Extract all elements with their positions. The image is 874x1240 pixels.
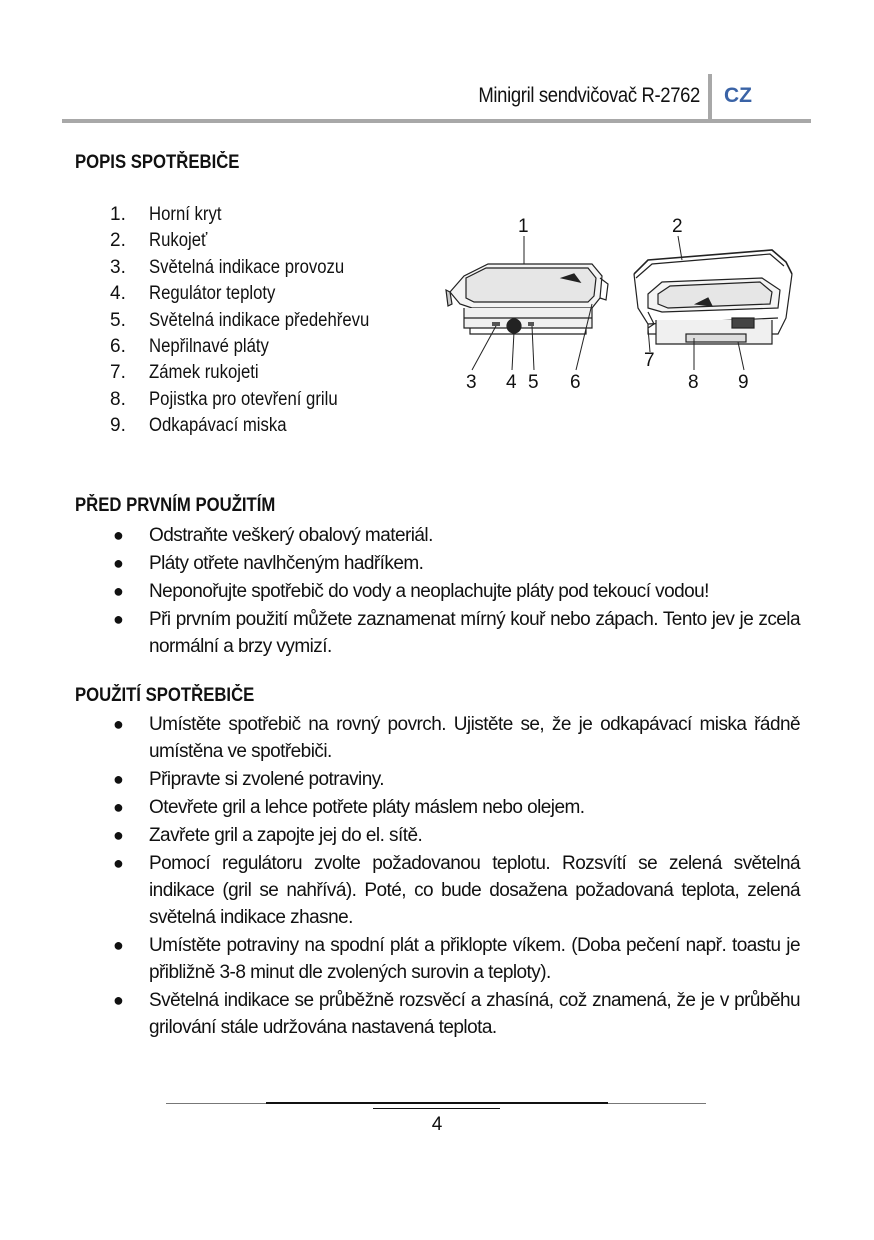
bullet-icon: ● — [113, 853, 124, 873]
part-item — [110, 283, 440, 309]
part-number: 5. — [110, 309, 126, 331]
part-number: 1. — [110, 204, 126, 225]
part-number: 4. — [110, 283, 126, 305]
bullet-icon: ● — [113, 825, 124, 845]
part-label: Odkapávací miska — [149, 415, 287, 437]
bullet-icon: ● — [113, 609, 124, 629]
callout-label-1: 1 — [518, 216, 529, 237]
list-item: ● Odstraňte veškerý obalový materiál. — [110, 522, 800, 549]
part-number: 3. — [110, 256, 126, 278]
callout-label-9: 9 — [738, 372, 749, 393]
bullet-icon: ● — [113, 714, 124, 734]
callout-label-4: 4 — [506, 372, 517, 393]
part-label: Světelná indikace provozu — [149, 256, 345, 278]
part-label: Zámek rukojeti — [149, 362, 259, 384]
part-label: Rukojeť — [149, 230, 208, 252]
section-heading-before-first-use: PŘED PRVNÍM POUŽITÍM — [75, 495, 276, 516]
document-title: Minigril sendvičovač R-2762 — [478, 84, 700, 107]
list-item: ● Neponořujte spotřebič do vody a neoplachujte pláty pod tekoucí vodou! — [110, 578, 800, 605]
list-item: ● Připravte si zvolené potraviny. — [110, 766, 800, 793]
bullet-icon: ● — [113, 990, 124, 1010]
bullet-icon: ● — [113, 797, 124, 817]
list-item: ● Zavřete gril a zapojte jej do el. sítě. — [110, 822, 800, 849]
callout-label-8: 8 — [688, 372, 699, 393]
language-code: CZ — [724, 84, 752, 107]
part-item — [110, 230, 440, 256]
callout-label-7: 7 — [644, 350, 655, 371]
part-number: 7. — [110, 362, 126, 384]
page-number: 4 — [431, 1114, 443, 1135]
part-label: Pojistka pro otevření grilu — [149, 388, 338, 410]
bullet-icon: ● — [113, 581, 124, 601]
list-item: ● Pláty otřete navlhčeným hadříkem. — [110, 550, 800, 577]
list-item: ● Při prvním použití můžete zaznamenat mírný kouř nebo zápach. Tento jev je zcela normální a brzy vymizí. — [110, 606, 800, 660]
part-number: 9. — [110, 415, 126, 437]
footer-rule-dark — [266, 1102, 608, 1104]
part-label: Regulátor teploty — [149, 283, 276, 305]
part-number: 6. — [110, 335, 126, 357]
parts-list — [110, 204, 440, 442]
header-rule — [62, 119, 811, 123]
part-item — [110, 336, 440, 362]
part-label: Světelná indikace předehřevu — [149, 309, 370, 331]
list-item: ● Otevřete gril a lehce potřete pláty máslem nebo olejem. — [110, 794, 800, 821]
part-item — [110, 415, 440, 441]
footer-rule-short — [373, 1108, 500, 1109]
callout-label-2: 2 — [672, 216, 683, 237]
part-item — [110, 310, 440, 336]
part-label: Nepřilnavé pláty — [149, 335, 269, 357]
header-separator — [708, 74, 712, 120]
list-item: ● Umístěte potraviny na spodní plát a přiklopte víkem. (Doba pečení např. toastu je přibližně 3-8 minut dle zvolených surovin a teploty). — [110, 932, 800, 986]
open-grill-drawing — [634, 250, 792, 344]
closed-grill-drawing — [446, 264, 608, 334]
part-label: Horní kryt — [149, 204, 222, 225]
callout-label-5: 5 — [528, 372, 539, 393]
callout-label-3: 3 — [466, 372, 477, 393]
bullet-icon: ● — [113, 769, 124, 789]
part-number: 8. — [110, 388, 126, 410]
part-item — [110, 204, 440, 230]
before-first-use-list — [110, 522, 800, 661]
part-item — [110, 362, 440, 388]
bullet-icon: ● — [113, 553, 124, 573]
list-item: ● Světelná indikace se průběžně rozsvěcí a zhasíná, což znamená, že je v průběhu grilování stále udržována nastavená teplota. — [110, 987, 800, 1041]
list-item: ● Umístěte spotřebič na rovný povrch. Ujistěte se, že je odkapávací miska řádně umístěna ve spotřebiči. — [110, 711, 800, 765]
list-item: ● Pomocí regulátoru zvolte požadovanou teplotu. Rozsvítí se zelená světelná indikace (gril se nahřívá). Poté, co bude dosažena požadovaná teplota, zelená světelná indikace zhasne. — [110, 850, 800, 931]
part-number: 2. — [110, 230, 126, 252]
grill-illustration — [442, 212, 802, 396]
part-item — [110, 389, 440, 415]
section-heading-description: POPIS SPOTŘEBIČE — [75, 152, 240, 173]
bullet-icon: ● — [113, 525, 124, 545]
usage-list — [110, 711, 800, 1042]
part-item — [110, 257, 440, 283]
bullet-icon: ● — [113, 935, 124, 955]
callout-label-6: 6 — [570, 372, 581, 393]
section-heading-usage: POUŽITÍ SPOTŘEBIČE — [75, 685, 255, 706]
